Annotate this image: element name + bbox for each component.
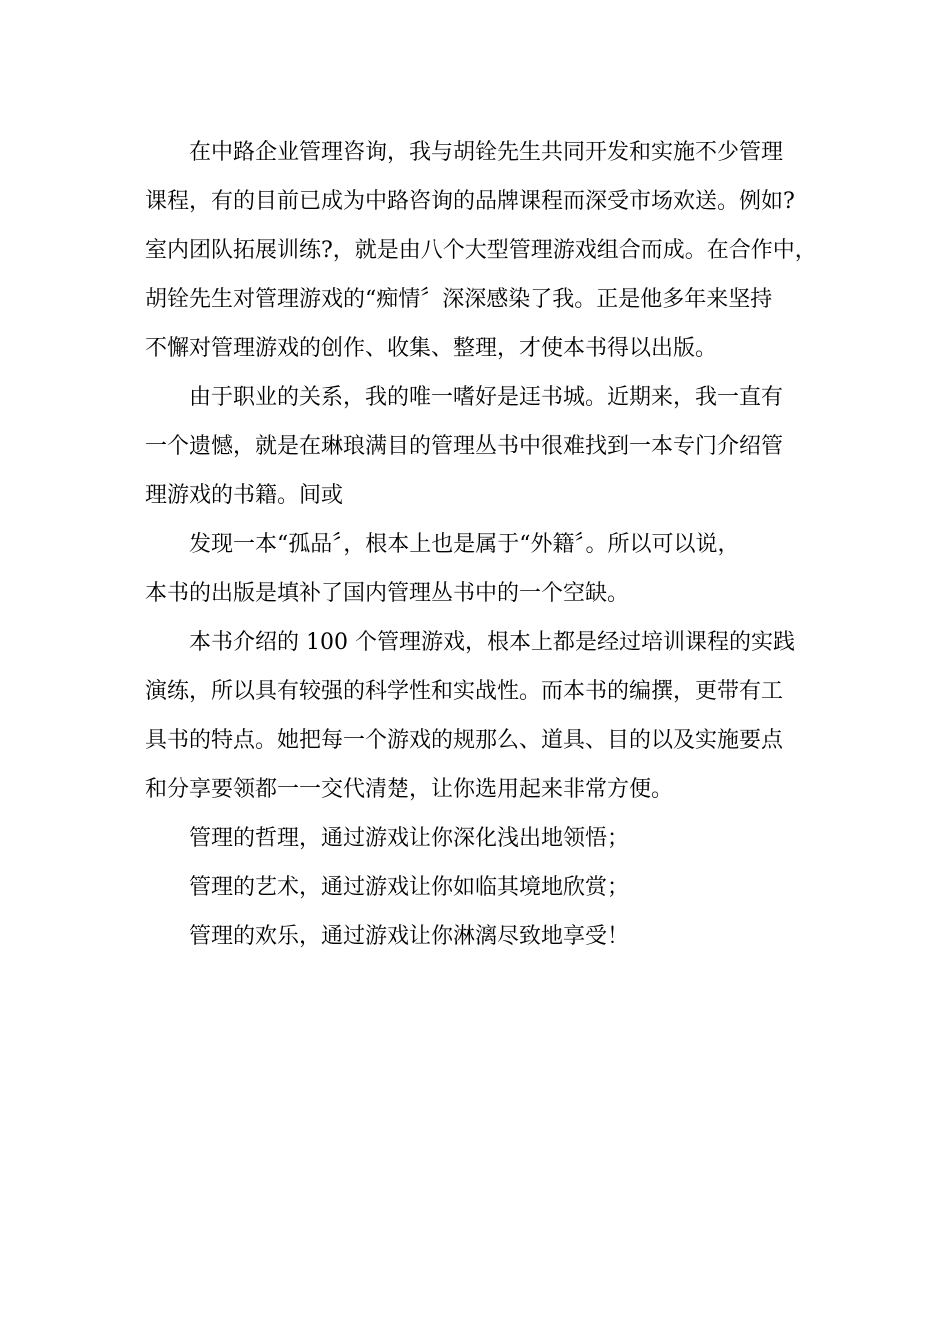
text-line: 管理的艺术，通过游戏让你如临其境地欣赏；: [189, 875, 630, 900]
paragraph-5: [145, 814, 820, 863]
text-line: 课程，有的目前已成为中路咨询的品牌课程而深受市场欢送。例如?: [145, 189, 795, 214]
text-line: 具书的特点。她把每一个游戏的规那么、道具、目的以及实施要点: [145, 728, 784, 753]
text-line: 和分享要领都一一交代清楚，让你选用起来非常方便。: [145, 777, 674, 802]
text-line: 一个遗憾，就是在琳琅满目的管理丛书中很难找到一本专门介绍管: [145, 434, 784, 459]
text-line: 管理的哲理，通过游戏让你深化浅出地领悟；: [189, 826, 630, 851]
paragraph-1: [145, 128, 820, 373]
text-line: 在中路企业管理咨询，我与胡铨先生共同开发和实施不少管理: [189, 140, 784, 165]
text-line: 胡铨先生对管理游戏的“痴情〞深深感染了我。正是他多年来坚持: [145, 287, 773, 312]
text-line: 由于职业的关系，我的唯一嗜好是迋书城。近期来，我一直有: [189, 385, 784, 410]
paragraph-3: [145, 520, 820, 618]
document-body: [145, 128, 820, 961]
text-line: 发现一本“孤品〞，根本上也是属于“外籍〞。所以可以说，: [189, 532, 740, 557]
text-line: 演练，所以具有较强的科学性和实战性。而本书的编撰，更带有工: [145, 679, 784, 704]
text-line: 本书介绍的 100 个管理游戏，根本上都是经过培训课程的实践: [189, 630, 795, 655]
paragraph-6: [145, 863, 820, 912]
paragraph-7: [145, 912, 820, 961]
text-line: 理游戏的书籍。间或: [145, 483, 344, 508]
text-line: 本书的出版是填补了国内管理丛书中的一个空缺。: [145, 581, 630, 606]
paragraph-2: [145, 373, 820, 520]
text-line: 室内团队拓展训练?，就是由八个大型管理游戏组合而成。在合作中，: [145, 238, 817, 263]
paragraph-4: [145, 618, 820, 814]
text-line: 管理的欢乐，通过游戏让你淋漓尽致地享受！: [189, 924, 630, 949]
text-line: 不懈对管理游戏的创作、收集、整理，才使本书得以出版。: [145, 336, 718, 361]
